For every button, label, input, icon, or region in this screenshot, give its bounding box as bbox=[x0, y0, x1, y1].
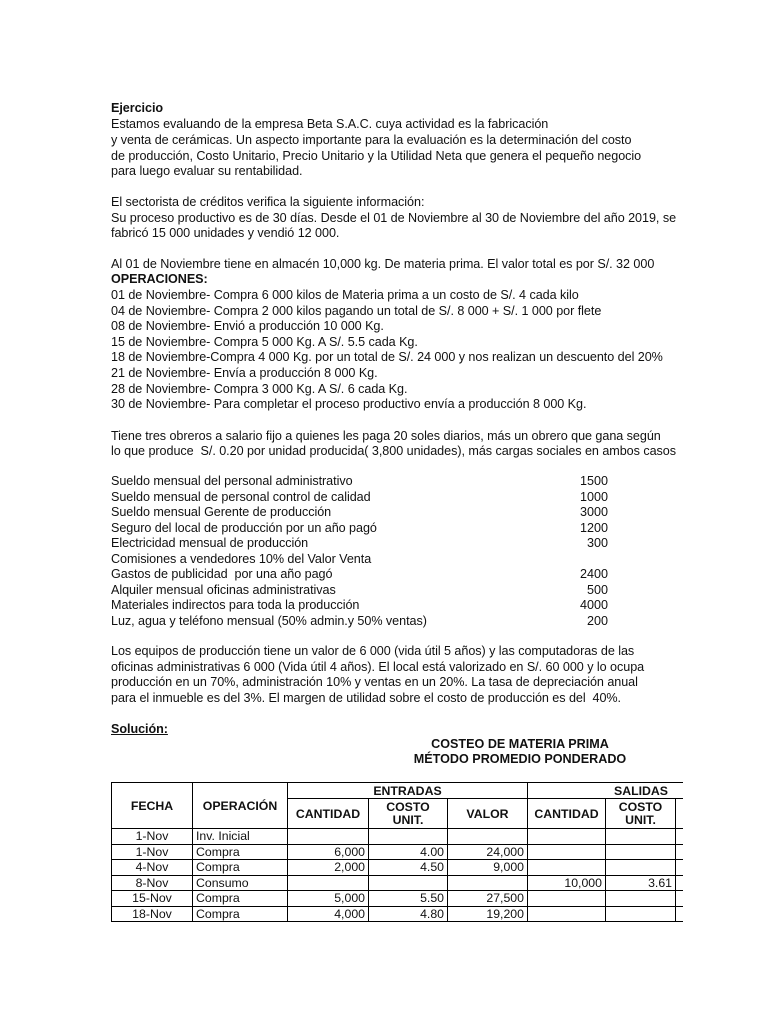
salidas-header bbox=[528, 783, 684, 799]
cell-s-cu bbox=[606, 906, 676, 922]
expense-value: 2400 bbox=[579, 567, 608, 581]
cell-s-cu bbox=[606, 844, 676, 860]
operation-line: 28 de Noviembre- Compra 3 000 Kg. A S/. 6 cada Kg. bbox=[111, 381, 408, 396]
table-row bbox=[112, 906, 684, 922]
cell-e-val: 9,000 bbox=[448, 860, 528, 876]
expense-label: Sueldo mensual Gerente de producción bbox=[111, 505, 332, 519]
table-subtitle: MÉTODO PROMEDIO PONDERADO bbox=[413, 752, 627, 766]
expense-label: Comisiones a vendedores 10% del Valor Venta bbox=[111, 551, 372, 566]
cell-s-cu: 3.61 bbox=[606, 875, 676, 891]
salidas-label: SALIDAS bbox=[614, 783, 668, 798]
cell-s-cant bbox=[528, 891, 606, 907]
cell-e-val bbox=[448, 875, 528, 891]
table-row bbox=[112, 875, 684, 891]
cell-s-cant bbox=[528, 829, 606, 845]
operation-line: 30 de Noviembre- Para completar el proceso productivo envía a producción 8 000 Kg. bbox=[111, 397, 587, 412]
table-row bbox=[112, 860, 684, 876]
expense-value: 3000 bbox=[579, 505, 608, 519]
col-cantidad-header: CANTIDAD bbox=[288, 799, 369, 829]
entradas-header: ENTRADAS bbox=[288, 783, 528, 799]
expense-value: 1500 bbox=[579, 474, 608, 488]
table-row bbox=[112, 829, 684, 845]
cell-s-cu bbox=[606, 860, 676, 876]
expense-value: 1000 bbox=[579, 489, 608, 504]
expense-label: Electricidad mensual de producción bbox=[111, 536, 309, 550]
operation-line: 21 de Noviembre- Envía a producción 8 000 Kg. bbox=[111, 366, 378, 380]
cell-op: Compra bbox=[193, 891, 288, 907]
exercise-heading: Ejercicio bbox=[111, 101, 164, 115]
cell-e-cant: 6,000 bbox=[288, 844, 369, 860]
cell-s-cu bbox=[606, 829, 676, 845]
cell-extra bbox=[676, 844, 684, 860]
info-line: El sectorista de créditos verifica la siguiente información: bbox=[111, 195, 425, 209]
operation-line: 04 de Noviembre- Compra 2 000 kilos pagando un total de S/. 8 000 + S/. 1 000 por flete bbox=[111, 303, 602, 318]
expense-label: Luz, agua y teléfono mensual (50% admin.y 50% ventas) bbox=[111, 613, 427, 628]
cell-e-val: 24,000 bbox=[448, 844, 528, 860]
cell-fecha: 4-Nov bbox=[112, 860, 193, 876]
cell-e-val: 19,200 bbox=[448, 906, 528, 922]
cell-op: Compra bbox=[193, 844, 288, 860]
expense-label: Sueldo mensual del personal administrativo bbox=[111, 474, 353, 488]
cell-extra bbox=[676, 891, 684, 907]
cell-e-cu: 5.50 bbox=[369, 891, 448, 907]
operations-title: OPERACIONES: bbox=[111, 272, 208, 286]
cell-op: Inv. Inicial bbox=[193, 829, 288, 845]
cell-fecha: 1-Nov bbox=[112, 829, 193, 845]
intro-line: y venta de cerámicas. Un aspecto importante para la evaluación es la determinación del costo bbox=[111, 133, 632, 147]
cell-fecha: 15-Nov bbox=[112, 891, 193, 907]
solution-label: Solución: bbox=[111, 722, 168, 736]
expense-label: Gastos de publicidad por una año pagó bbox=[111, 567, 333, 581]
cell-e-cu: 4.50 bbox=[369, 860, 448, 876]
equipment-line: oficinas administrativas 6 000 (Vida útil 4 años). El local está valorizado en S/. 60 000 y lo ocupa bbox=[111, 660, 645, 674]
equipment-line: para el inmueble es del 3%. El margen de utilidad sobre el costo de producción es del 40%. bbox=[111, 691, 622, 705]
cell-s-cant: 10,000 bbox=[528, 875, 606, 891]
materials-cost-table bbox=[111, 782, 683, 925]
cell-e-cu: 4.80 bbox=[369, 906, 448, 922]
col-salidas-cantidad-header: CANTIDAD bbox=[528, 799, 606, 829]
col-fecha-header: FECHA bbox=[112, 783, 193, 829]
cell-fecha: 18-Nov bbox=[112, 906, 193, 922]
col-salidas-costo-unit-header: COSTO UNIT. bbox=[606, 799, 676, 829]
workers-line: lo que produce S/. 0.20 por unidad producida( 3,800 unidades), más cargas sociales en ambos casos bbox=[111, 444, 676, 458]
intro-line: de producción, Costo Unitario, Precio Unitario y la Utilidad Neta que genera el pequeño negocio bbox=[111, 149, 642, 163]
cell-op: Compra bbox=[193, 860, 288, 876]
expense-value: 300 bbox=[586, 536, 608, 550]
table-row bbox=[112, 844, 684, 860]
cell-e-val bbox=[448, 829, 528, 845]
table-title: COSTEO DE MATERIA PRIMA bbox=[431, 737, 609, 751]
cell-s-cant bbox=[528, 860, 606, 876]
inventory-line: Al 01 de Noviembre tiene en almacén 10,000 kg. De materia prima. El valor total es por S/. 32 000 bbox=[111, 257, 655, 271]
cell-op: Compra bbox=[193, 906, 288, 922]
cell-extra bbox=[676, 829, 684, 845]
cell-e-cu bbox=[369, 875, 448, 891]
cell-fecha: 1-Nov bbox=[112, 844, 193, 860]
col-valor-header: VALOR bbox=[448, 799, 528, 829]
cell-e-cu: 4.00 bbox=[369, 844, 448, 860]
equipment-line: producción en un 70%, administración 10% y ventas en un 20%. La tasa de depreciación anual bbox=[111, 675, 638, 689]
cell-e-cant: 4,000 bbox=[288, 906, 369, 922]
expense-value: 1200 bbox=[579, 520, 608, 535]
expense-label: Materiales indirectos para toda la producción bbox=[111, 598, 360, 612]
cell-op: Consumo bbox=[193, 875, 288, 891]
expense-label: Sueldo mensual de personal control de calidad bbox=[111, 489, 371, 504]
cell-e-cant: 5,000 bbox=[288, 891, 369, 907]
workers-line: Tiene tres obreros a salario fijo a quienes les paga 20 soles diarios, más un obrero que gana según bbox=[111, 429, 661, 443]
cell-s-cant bbox=[528, 906, 606, 922]
cell-extra bbox=[676, 875, 684, 891]
cell-e-cant bbox=[288, 829, 369, 845]
equipment-line: Los equipos de producción tiene un valor de 6 000 (vida útil 5 años) y las computadoras de las bbox=[111, 644, 635, 658]
cell-extra bbox=[676, 860, 684, 876]
cell-s-cu bbox=[606, 891, 676, 907]
expense-value: 4000 bbox=[579, 598, 608, 612]
intro-line: para luego evaluar su rentabilidad. bbox=[111, 164, 303, 178]
cell-extra bbox=[676, 906, 684, 922]
cell-e-cant: 2,000 bbox=[288, 860, 369, 876]
col-salidas-extra-header bbox=[676, 799, 684, 829]
cell-e-cu bbox=[369, 829, 448, 845]
cell-s-cant bbox=[528, 844, 606, 860]
info-line: fabricó 15 000 unidades y vendió 12 000. bbox=[111, 226, 340, 240]
cell-fecha: 8-Nov bbox=[112, 875, 193, 891]
expense-label: Alquiler mensual oficinas administrativas bbox=[111, 582, 336, 597]
table-row bbox=[112, 891, 684, 907]
cell-e-val: 27,500 bbox=[448, 891, 528, 907]
col-costo-unit-header: COSTO UNIT. bbox=[369, 799, 448, 829]
operation-line: 15 de Noviembre- Compra 5 000 Kg. A S/. 5.5 cada Kg. bbox=[111, 334, 418, 349]
col-operacion-header: OPERACIÓN bbox=[193, 783, 288, 829]
info-line: Su proceso productivo es de 30 días. Desde el 01 de Noviembre al 30 de Noviembre del año 2019, se bbox=[111, 211, 677, 225]
expense-value: 500 bbox=[586, 582, 608, 597]
operation-line: 01 de Noviembre- Compra 6 000 kilos de Materia prima a un costo de S/. 4 cada kilo bbox=[111, 288, 579, 302]
operation-line: 18 de Noviembre-Compra 4 000 Kg. por un total de S/. 24 000 y nos realizan un descuento del 20% bbox=[111, 350, 663, 365]
intro-line: Estamos evaluando de la empresa Beta S.A.C. cuya actividad es la fabricación bbox=[111, 117, 549, 131]
cell-e-cant bbox=[288, 875, 369, 891]
expense-value: 200 bbox=[586, 613, 608, 628]
operation-line: 08 de Noviembre- Envió a producción 10 000 Kg. bbox=[111, 319, 384, 334]
expense-label: Seguro del local de producción por un año pagó bbox=[111, 520, 377, 535]
